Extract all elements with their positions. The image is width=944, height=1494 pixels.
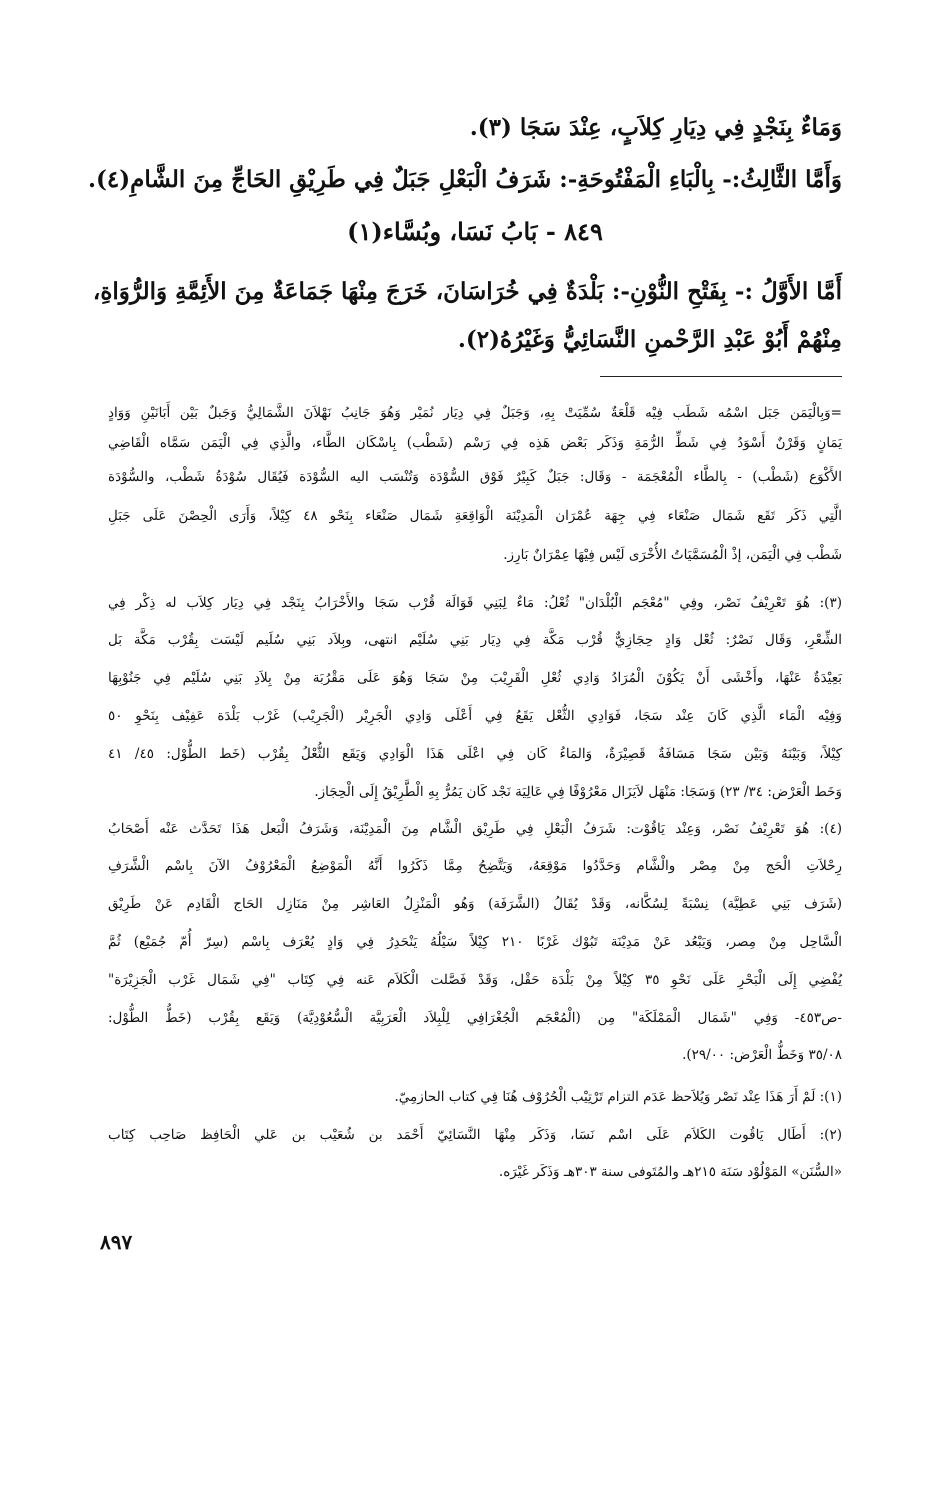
footnote-3-line: بَعِيْدَةٌ عَنْهَا، وأَخْشَى أَنْ يَكُوْنَ الْمُرَادُ وَادِي ثُعْلِ الْقَرِيْبَ مِنْ سَجَا وَهُوَ عَلَى مَقْرُبَة مِنْ بِلاَدِ بَنِي سُلَيْم فِي جَنُوْبِهَا	[108, 670, 842, 686]
page-number: ٨٩٧	[100, 1230, 133, 1254]
footnote-4-line: ٣٥/٠٨ وَخَطُّ الْعَرْض: ٢٩/٠٠).	[682, 1047, 842, 1063]
footnote-line: شَطْب فِي الْيَمَن، إذْ الْمُسَمَّيَاتُ الأُخْرَى لَيْس فِيْهَا عِمْرَانٌ بَارِز.	[503, 547, 842, 563]
footnote-3-line: (٣): هُوَ تَعْرِيْفُ نَصْر، وفِي "مُعْجَم الْبُلْدَان" ثُعْلُ: مَاءٌ لِبَنِي قَوَالَة قُرْب سَجَا والأَخْرَابُ بِنَجْد فِي دِيَار كِلاَب له ذِكْر فِي	[108, 595, 842, 611]
footnote-line: =وَبِالْيَمَن جَبَل اسْمُه شَطَب فِيْه قَلْعَةٌ سُمِّيَتْ بِهِ، وَجَبَلٌ فِي دِيَار نُمَيْر وَهُوَ جَانِبُ نَهْلاَنَ الشَّمَالِيُّ وَجَبلٌ بَيْن أَبَانَيْنِ وَوَادٍ	[108, 405, 842, 421]
footnote-4-line: الْسَّاحِل مِنْ مِصر، وَيَبْعُد عَنْ مَدِيْنَة تَبُوْك غَرْبًا ٢١٠ كِيْلاً سَيْلُهُ يَنْحَدِرُ فِي وَادٍ يُعْرَف بِاسْم (سِرّ أُمّ جُمَيْع) ثُمَّ	[108, 934, 842, 950]
main-line: وَأَمَّا الثَّالِثُ:- بِالْبَاءِ الْمَفْتُوحَةِ-: شَرَفُ الْبَعْلِ جَبَلٌ فِي طَرِيْقِ الحَاجِّ مِنَ الشَّامِ(٤).	[88, 166, 842, 193]
footnote-1: (١): لَمْ أَرَ هَذَا عِنْد نَصْر وَيُلاَحظ عَدَم التزام تَرْتِيْب الْحُرُوْف هُنَا فِي كتاب الحازمِيّ.	[394, 1089, 842, 1105]
footnote-4-line: رِحْلاَتِ الْحَج مِنْ مِصْر والْشَّام وَحَدَّدُوا مَوْقِعَهُ، وَيَتَّضِحُ مِمَّا ذَكَرُوا أَنَّهُ الْمَوْضِعُ الْمَعْرُوْفُ الآنَ بِاسْم الْشَّرَفِ	[108, 858, 842, 874]
footnote-line: الَّتِي ذَكَر تَقَع شَمَال صَنْعَاء فِي جِهَة عُمْرَان الْمَدِيْنَة الْوَاقِعَةِ شَمَال صَنْعَاء بِنَحْو ٤٨ كِيْلاً، وَأَرَى الْحِصْنَ عَلَى جَبَلِ	[108, 508, 842, 524]
section-heading: ٨٤٩ - بَابُ نَسَا، وبُسَّاء(١)	[347, 217, 603, 246]
main-line: وَمَاءٌ بِنَجْدٍ فِي دِيَارِ كِلاَبٍ، عِنْدَ سَجَا (٣).	[469, 114, 842, 141]
footnote-3-line: وَخَط الْعَرْض: ٣٤/ ٢٣) وَسَجَا: مَنْهَل لاَيَزَال مَعْرُوْفًا فِي عَالِيَة نَجْد كَان يَمُرُّ بِهِ الْطَّرِيْقُ إِلَى الْحِجَاز.	[314, 784, 842, 800]
footnote-line: يَمَانٍ وَقَرْنٌ أَسْوَدُ فِي شَطِّ الرُّمَةِ وَذَكَر بَعْض هَذِه فِي رَسْم (شَطْب) بِاسْكَان الطَّاء، والَّذِي فِي الْيَمَن سَمَّاه الْقَاضِي	[108, 435, 842, 451]
footnote-2-line: (٢): أَطَال يَاقُوت الكَلاَم عَلَى اسْم نَسَا، وَذَكَر مِنْهَا النَّسَائِيّ أَحْمَد بن شُعَيْب بن عَلي الْحَافِظ صَاحِب كِتَاب	[108, 1127, 842, 1143]
footnote-4-line: (شَرَف بَنِي عَطِيَّة) نِسْبَةً لِسُكَّانه، وَقَدْ يُقَالُ (الشَّرَفَة) وَهُو الْمَنْزِلُ العَاشِر مِنْ مَنَازِل الحَاج الْقَادِم عَنْ طَرِيْق	[108, 896, 842, 912]
footnote-4-line: -ص٤٥٣- وَفِي "شَمَال الْمَمْلَكَة" مِن (الْمُعْجَم الْجُغْرَافِي لِلْبِلاَد الْعَرَبِيَّة الْسُّعُوْدِيَّة) وَيَقَع بِقُرْب (خَطُّ الطُّوْل:	[108, 1010, 842, 1026]
main-line: مِنْهُمْ أَبُوْ عَبْدِ الرَّحْمنِ النَّسَائِيُّ وَغَيْرُهُ(٢).	[457, 326, 842, 353]
footnote-3-line: وَفِيْه الْمَاء الَّذِي كَانَ عِنْد سَجَا، فَوَادِي الثُّعْل يَقَعُ فِي أَعْلَى وَادِي الْجَرِيْر (الْجَرِيْب) غَرْب بَلْدَة عَفِيْف بِنَحْوِ ٥٠	[108, 708, 842, 724]
footnote-line: الأَكْوَع (شَطْب) - بِالطَّاء الْمُعْجَمَة - وَقَال: جَبَلٌ كَبِيْرٌ فَوْق السُّوْدَة وَتُنْسَب اليه السُّوْدَة فَيُقَال سُوْدَةُ شَطْب، والسُّوْدَة	[108, 469, 842, 485]
footnote-divider	[600, 376, 842, 377]
footnote-2-line: «السُّنَن» المَوْلُوْد سَنَة ٢١٥هـ والمُتَوفى سنة ٣٠٣هـ وَذَكَر غَيْرَه.	[498, 1164, 842, 1180]
footnote-4-line: يُفْضِي إِلَى الْبَحْرِ عَلَى نَحْوِ ٣٥ كِيْلاً مِنْ بَلْدَة حَقْل، وَقَدْ فَصَّلت الْكَلاَم عَنه فِي كِتَاب "فِي شَمَال غَرْب الْجَزِيْرَة"	[108, 972, 842, 988]
footnote-3-line: الشِّعْرِ، وَقَال نَصْرٌ: ثُعْل وَادٍ حِجَازِيٌّ قُرْب مَكَّة فِي دِيَار بَنِي سُلَيْم انتهى، وبِلاَد بَنِي سُلَيم لَيْسَت بِقُرْب مَكَّة بَل	[108, 632, 842, 648]
main-line: أَمَّا الأَوَّلُ :- بِفَتْحِ النُّوْنِ-: بَلْدَةٌ فِي خُرَاسَانَ، خَرَجَ مِنْهَا جَمَاعَةٌ مِنَ الأَئِمَّةِ وَالرُّوَاةِ،	[92, 278, 842, 305]
footnote-4-line: (٤): هُوَ تَعْرِيْفُ نَصْر، وَعِنْد يَاقُوْت: شَرَفُ الْبَعْلِ فِي طَرِيْق الْشَّام مِنَ الْمَدِيْنَة، وَشَرَفُ الْبَعل هَذَا تَحَدَّث عَنْه أَصْحَابُ	[108, 821, 842, 837]
footnote-3-line: كِيْلاً، وَبَيْنَهُ وَبَيْن سَجَا مَسَافَةٌ قَصِيْرَةٌ، وَالمَاءُ كَان فِي اعْلَى هَذَا الْوَادِي وَيَقَع الثُّعْلُ بِقُرْب (خَط الطُّوْل: ٤٥/ ٤١	[108, 746, 843, 762]
